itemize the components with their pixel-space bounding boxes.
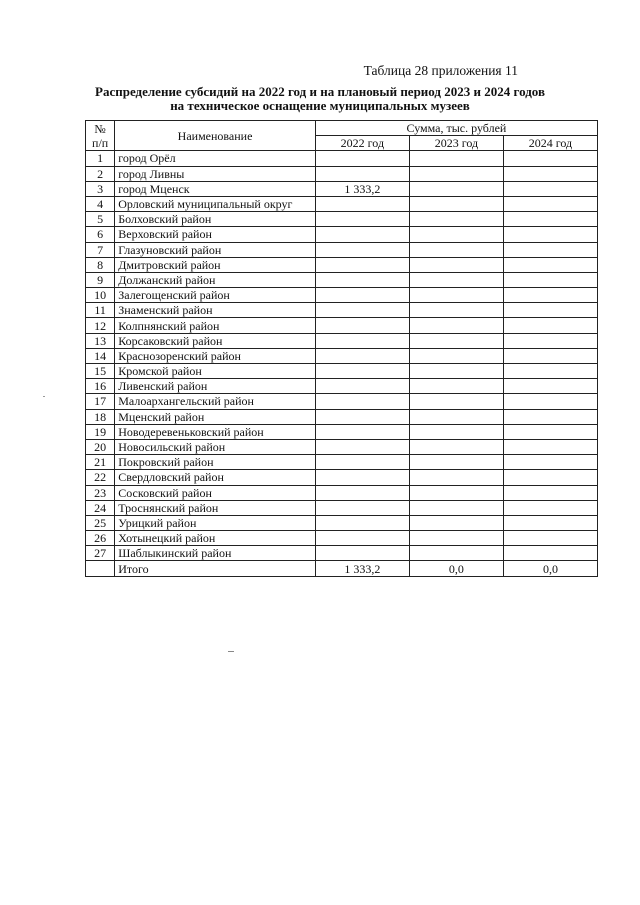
- table-row: [86, 257, 598, 272]
- row-2023: [409, 257, 503, 272]
- row-2023: [409, 348, 503, 363]
- title-line-1: Распределение субсидий на 2022 год и на плановый период 2023 и 2024 годов: [95, 84, 545, 99]
- table-row: [86, 546, 598, 561]
- row-2023: [409, 485, 503, 500]
- total-label: Итого: [115, 561, 316, 576]
- row-number: 27: [86, 546, 115, 561]
- row-2023: [409, 546, 503, 561]
- row-name: Малоархангельский район: [115, 394, 316, 409]
- row-2022: [315, 151, 409, 166]
- row-2022: [315, 439, 409, 454]
- row-name: город Орёл: [115, 151, 316, 166]
- row-name: Сосковский район: [115, 485, 316, 500]
- row-number: 11: [86, 303, 115, 318]
- row-2022: [315, 485, 409, 500]
- row-2024: [503, 394, 597, 409]
- row-2024: [503, 546, 597, 561]
- row-2022: [315, 166, 409, 181]
- table-row: [86, 212, 598, 227]
- row-number: 21: [86, 455, 115, 470]
- table-row: [86, 485, 598, 500]
- row-number: 14: [86, 348, 115, 363]
- row-number: 22: [86, 470, 115, 485]
- row-name: Покровский район: [115, 455, 316, 470]
- row-2022: [315, 470, 409, 485]
- row-2024: [503, 439, 597, 454]
- row-name: Орловский муниципальный округ: [115, 196, 316, 211]
- row-2022: [315, 348, 409, 363]
- row-2024: [503, 227, 597, 242]
- row-2024: [503, 515, 597, 530]
- document-title: [0, 85, 640, 113]
- row-name: Урицкий район: [115, 515, 316, 530]
- row-2024: [503, 242, 597, 257]
- row-number: 20: [86, 439, 115, 454]
- table-row: [86, 394, 598, 409]
- row-number: 2: [86, 166, 115, 181]
- table-row: [86, 242, 598, 257]
- row-name: Должанский район: [115, 272, 316, 287]
- table-body: [86, 151, 598, 561]
- row-2024: [503, 303, 597, 318]
- row-name: Корсаковский район: [115, 333, 316, 348]
- row-number: 5: [86, 212, 115, 227]
- row-2024: [503, 257, 597, 272]
- total-2023: 0,0: [409, 561, 503, 576]
- table-row: [86, 181, 598, 196]
- total-number-cell: [86, 561, 115, 576]
- row-2023: [409, 409, 503, 424]
- row-number: 24: [86, 500, 115, 515]
- table-row: [86, 303, 598, 318]
- row-name: Троснянский район: [115, 500, 316, 515]
- row-2022: [315, 212, 409, 227]
- row-2023: [409, 531, 503, 546]
- row-2022: [315, 515, 409, 530]
- row-name: Шаблыкинский район: [115, 546, 316, 561]
- row-2023: [409, 272, 503, 287]
- row-2024: [503, 364, 597, 379]
- row-2023: [409, 515, 503, 530]
- row-2022: [315, 333, 409, 348]
- row-name: Болховский район: [115, 212, 316, 227]
- row-2023: [409, 333, 503, 348]
- row-number: 9: [86, 272, 115, 287]
- row-2024: [503, 196, 597, 211]
- table-row: [86, 409, 598, 424]
- row-number: 12: [86, 318, 115, 333]
- row-2023: [409, 379, 503, 394]
- row-number: 19: [86, 424, 115, 439]
- header-year-2022: 2022 год: [315, 136, 409, 151]
- row-2022: [315, 409, 409, 424]
- table-row: [86, 364, 598, 379]
- row-number: 18: [86, 409, 115, 424]
- row-2023: [409, 439, 503, 454]
- row-number: 3: [86, 181, 115, 196]
- row-2022: [315, 318, 409, 333]
- row-number: 13: [86, 333, 115, 348]
- row-number: 26: [86, 531, 115, 546]
- row-2022: 1 333,2: [315, 181, 409, 196]
- row-name: Колпнянский район: [115, 318, 316, 333]
- row-2023: [409, 288, 503, 303]
- row-2022: [315, 546, 409, 561]
- row-2024: [503, 272, 597, 287]
- scan-speck: [43, 396, 45, 397]
- table-row: [86, 227, 598, 242]
- row-2022: [315, 455, 409, 470]
- total-2024: 0,0: [503, 561, 597, 576]
- row-2022: [315, 500, 409, 515]
- row-number: 6: [86, 227, 115, 242]
- header-number-line1: №: [94, 121, 106, 136]
- table-row: [86, 348, 598, 363]
- row-name: Дмитровский район: [115, 257, 316, 272]
- table-row: [86, 272, 598, 287]
- row-name: город Ливны: [115, 166, 316, 181]
- table-row: [86, 288, 598, 303]
- row-number: 25: [86, 515, 115, 530]
- total-row: [86, 561, 598, 576]
- row-name: Новодеревеньковский район: [115, 424, 316, 439]
- row-2023: [409, 394, 503, 409]
- row-number: 8: [86, 257, 115, 272]
- row-2023: [409, 500, 503, 515]
- row-name: Знаменский район: [115, 303, 316, 318]
- header-name: Наименование: [115, 121, 316, 151]
- row-2022: [315, 424, 409, 439]
- table-row: [86, 151, 598, 166]
- row-name: Мценский район: [115, 409, 316, 424]
- row-2023: [409, 151, 503, 166]
- row-number: 4: [86, 196, 115, 211]
- row-2024: [503, 181, 597, 196]
- row-2023: [409, 318, 503, 333]
- row-number: 1: [86, 151, 115, 166]
- table-row: [86, 166, 598, 181]
- row-2024: [503, 531, 597, 546]
- row-2023: [409, 166, 503, 181]
- header-sum: Сумма, тыс. рублей: [315, 121, 597, 136]
- row-number: 10: [86, 288, 115, 303]
- row-2023: [409, 227, 503, 242]
- title-line-2: на техническое оснащение муниципальных музеев: [170, 98, 470, 113]
- row-2022: [315, 379, 409, 394]
- row-2024: [503, 379, 597, 394]
- row-2024: [503, 455, 597, 470]
- table-row: [86, 531, 598, 546]
- row-2022: [315, 364, 409, 379]
- row-2023: [409, 424, 503, 439]
- row-2022: [315, 257, 409, 272]
- table-row: [86, 439, 598, 454]
- row-2024: [503, 318, 597, 333]
- row-2023: [409, 212, 503, 227]
- row-2024: [503, 151, 597, 166]
- row-2022: [315, 196, 409, 211]
- row-number: 16: [86, 379, 115, 394]
- row-2022: [315, 303, 409, 318]
- row-2024: [503, 409, 597, 424]
- row-number: 15: [86, 364, 115, 379]
- row-2022: [315, 227, 409, 242]
- row-name: Свердловский район: [115, 470, 316, 485]
- row-name: Новосильский район: [115, 439, 316, 454]
- row-number: 7: [86, 242, 115, 257]
- table-row: [86, 318, 598, 333]
- table-row: [86, 424, 598, 439]
- row-2022: [315, 242, 409, 257]
- table-row: [86, 500, 598, 515]
- table-row: [86, 455, 598, 470]
- row-2024: [503, 348, 597, 363]
- row-2023: [409, 470, 503, 485]
- row-name: Залегощенский район: [115, 288, 316, 303]
- row-2023: [409, 196, 503, 211]
- row-number: 17: [86, 394, 115, 409]
- row-2022: [315, 272, 409, 287]
- row-2024: [503, 470, 597, 485]
- row-number: 23: [86, 485, 115, 500]
- row-2024: [503, 485, 597, 500]
- scan-mark: [228, 651, 234, 652]
- header-year-2024: 2024 год: [503, 136, 597, 151]
- row-2023: [409, 364, 503, 379]
- row-2024: [503, 212, 597, 227]
- row-2022: [315, 394, 409, 409]
- row-name: Верховский район: [115, 227, 316, 242]
- table-row: [86, 470, 598, 485]
- row-2023: [409, 181, 503, 196]
- table-row: [86, 379, 598, 394]
- row-name: Краснозоренский район: [115, 348, 316, 363]
- table-caption: Таблица 28 приложения 11: [363, 63, 518, 78]
- header-year-2023: 2023 год: [409, 136, 503, 151]
- row-2024: [503, 166, 597, 181]
- table-row: [86, 333, 598, 348]
- table-header-row: [86, 121, 598, 136]
- header-number-line2: п/п: [92, 135, 109, 150]
- table-row: [86, 515, 598, 530]
- row-name: Ливенский район: [115, 379, 316, 394]
- row-name: Хотынецкий район: [115, 531, 316, 546]
- row-2024: [503, 288, 597, 303]
- row-name: город Мценск: [115, 181, 316, 196]
- row-2022: [315, 288, 409, 303]
- row-2023: [409, 242, 503, 257]
- table-row: [86, 196, 598, 211]
- row-name: Кромской район: [115, 364, 316, 379]
- row-2024: [503, 500, 597, 515]
- total-2022: 1 333,2: [315, 561, 409, 576]
- row-name: Глазуновский район: [115, 242, 316, 257]
- subsidy-table: [85, 120, 598, 577]
- row-2023: [409, 455, 503, 470]
- row-2023: [409, 303, 503, 318]
- row-2024: [503, 333, 597, 348]
- header-number: [86, 121, 115, 151]
- row-2022: [315, 531, 409, 546]
- row-2024: [503, 424, 597, 439]
